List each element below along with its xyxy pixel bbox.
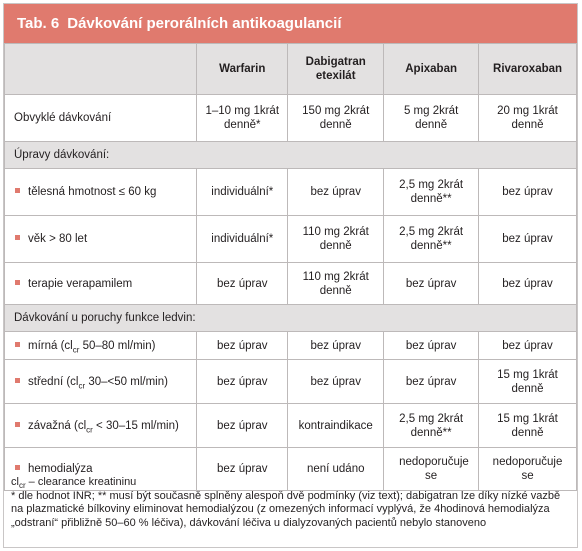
cell-text: 1–10 mg 1krát denně* bbox=[205, 105, 280, 131]
cell-text: nedoporučuje se bbox=[492, 456, 563, 482]
footnotes bbox=[11, 476, 573, 530]
header-warfarin: Warfarin bbox=[197, 44, 288, 95]
cell bbox=[288, 216, 384, 263]
row-label-text: závažná (cl bbox=[28, 419, 87, 432]
cell: bez úprav bbox=[197, 332, 288, 360]
table-title bbox=[4, 4, 577, 43]
row-label bbox=[5, 360, 197, 404]
section-row bbox=[5, 305, 577, 332]
table-row bbox=[5, 216, 577, 263]
row-label-text: terapie verapamilem bbox=[28, 277, 133, 290]
cell: individuální* bbox=[197, 216, 288, 263]
cell-text: 2,5 mg 2krát denně** bbox=[399, 412, 464, 439]
section-title: Dávkování u poruchy funkce ledvin: bbox=[5, 305, 577, 332]
cell bbox=[288, 95, 384, 142]
row-label-text: věk > 80 let bbox=[28, 233, 88, 245]
cell bbox=[384, 216, 479, 263]
table-frame bbox=[3, 3, 578, 548]
row-label-sub: cr bbox=[72, 344, 80, 354]
cell: bez úprav bbox=[288, 360, 384, 404]
header-rivaroxaban: Rivaroxaban bbox=[479, 44, 577, 95]
table-row bbox=[5, 404, 577, 448]
row-label-text: střední (cl bbox=[28, 375, 79, 388]
cell: bez úprav bbox=[197, 263, 288, 305]
cell bbox=[384, 404, 479, 448]
row-label bbox=[5, 169, 197, 216]
bullet-icon bbox=[15, 280, 20, 285]
row-label bbox=[5, 216, 197, 263]
cell-text: 110 mg 2krát denně bbox=[302, 270, 369, 297]
table-number: Tab. 6 bbox=[17, 15, 60, 32]
cell: individuální* bbox=[197, 169, 288, 216]
cell-text: 150 mg 2krát denně bbox=[302, 105, 370, 131]
cell bbox=[384, 95, 479, 142]
row-label-text: hemodialýza bbox=[28, 463, 93, 475]
row-label-text: mírná (cl bbox=[28, 339, 73, 352]
cell-text: 15 mg 1krát denně bbox=[497, 368, 558, 395]
cell: bez úprav bbox=[197, 404, 288, 448]
section-title: Úpravy dávkování: bbox=[5, 142, 577, 169]
row-label-text: tělesná hmotnost ≤ 60 kg bbox=[28, 186, 157, 198]
bullet-icon bbox=[15, 235, 20, 240]
row-label-sub: cr bbox=[86, 424, 93, 434]
header-row bbox=[5, 44, 577, 95]
row-label bbox=[5, 263, 197, 305]
cell: bez úprav bbox=[288, 169, 384, 216]
cell: bez úprav bbox=[197, 360, 288, 404]
table-row bbox=[5, 360, 577, 404]
header-empty bbox=[5, 44, 197, 95]
cell bbox=[479, 404, 577, 448]
bullet-icon bbox=[15, 342, 20, 347]
cell: bez úprav bbox=[479, 263, 577, 305]
cell-text: 110 mg 2krát denně bbox=[302, 226, 369, 252]
cell-text: 2,5 mg 2krát denně** bbox=[399, 226, 464, 252]
footnote-abbreviation bbox=[11, 476, 573, 490]
bullet-icon bbox=[15, 465, 20, 470]
table-row bbox=[5, 95, 577, 142]
table-caption: Dávkování perorálních antikoagulancií bbox=[67, 15, 342, 32]
cell: bez úprav bbox=[479, 216, 577, 263]
cell-text: 20 mg 1krát denně bbox=[497, 105, 558, 131]
cell bbox=[384, 169, 479, 216]
footnote-abbr-sub: cr bbox=[18, 481, 26, 491]
row-label-text-post: 50–80 ml/min) bbox=[79, 339, 156, 352]
row-label bbox=[5, 332, 197, 360]
bullet-icon bbox=[15, 378, 20, 383]
cell-text: nedoporučuje se bbox=[399, 456, 469, 482]
row-label-text-post: 30–<50 ml/min) bbox=[85, 375, 168, 388]
cell: bez úprav bbox=[479, 169, 577, 216]
cell: bez úprav bbox=[384, 360, 479, 404]
cell bbox=[288, 263, 384, 305]
cell: bez úprav bbox=[197, 448, 288, 491]
dosing-table bbox=[4, 43, 577, 491]
row-label bbox=[5, 404, 197, 448]
table-row bbox=[5, 332, 577, 360]
footnote-abbr-text: cl bbox=[11, 476, 19, 488]
cell bbox=[479, 360, 577, 404]
footnote-abbr-post: – clearance kreatininu bbox=[25, 476, 137, 488]
cell bbox=[197, 95, 288, 142]
cell-text: 15 mg 1krát denně bbox=[497, 412, 558, 439]
header-dabigatran-label: Dabigatran etexilát bbox=[305, 56, 366, 82]
table-row bbox=[5, 169, 577, 216]
table-row bbox=[5, 263, 577, 305]
bullet-icon bbox=[15, 422, 20, 427]
header-dabigatran bbox=[288, 44, 384, 95]
row-label-text-post: < 30–15 ml/min) bbox=[92, 419, 179, 432]
cell bbox=[479, 95, 577, 142]
cell: bez úprav bbox=[288, 332, 384, 360]
cell-text: 5 mg 2krát denně bbox=[403, 105, 459, 131]
cell: bez úprav bbox=[384, 263, 479, 305]
cell-text: 2,5 mg 2krát denně** bbox=[399, 179, 464, 205]
bullet-icon bbox=[15, 188, 20, 193]
section-row bbox=[5, 142, 577, 169]
cell: bez úprav bbox=[384, 332, 479, 360]
row-label-sub: cr bbox=[78, 380, 86, 390]
header-apixaban: Apixaban bbox=[384, 44, 479, 95]
cell: kontraindikace bbox=[288, 404, 384, 448]
row-label: Obvyklé dávkování bbox=[5, 95, 197, 142]
cell: bez úprav bbox=[479, 332, 577, 360]
cell: není udáno bbox=[288, 448, 384, 491]
footnote-notes: * dle hodnot INR; ** musí být současně splněny alespoň dvě podmínky (viz text); dabigatran lze díky nízké vazbě na plazmatické bílkoviny eliminovat hemodialýzou (z omezených informací vyplývá, že 4hodinová hemodialýza „odstraní“ přibližně 50–60 % léčiva), dávkování léčiva u dialyzovaných pacientů nebylo stanoveno bbox=[11, 489, 561, 529]
